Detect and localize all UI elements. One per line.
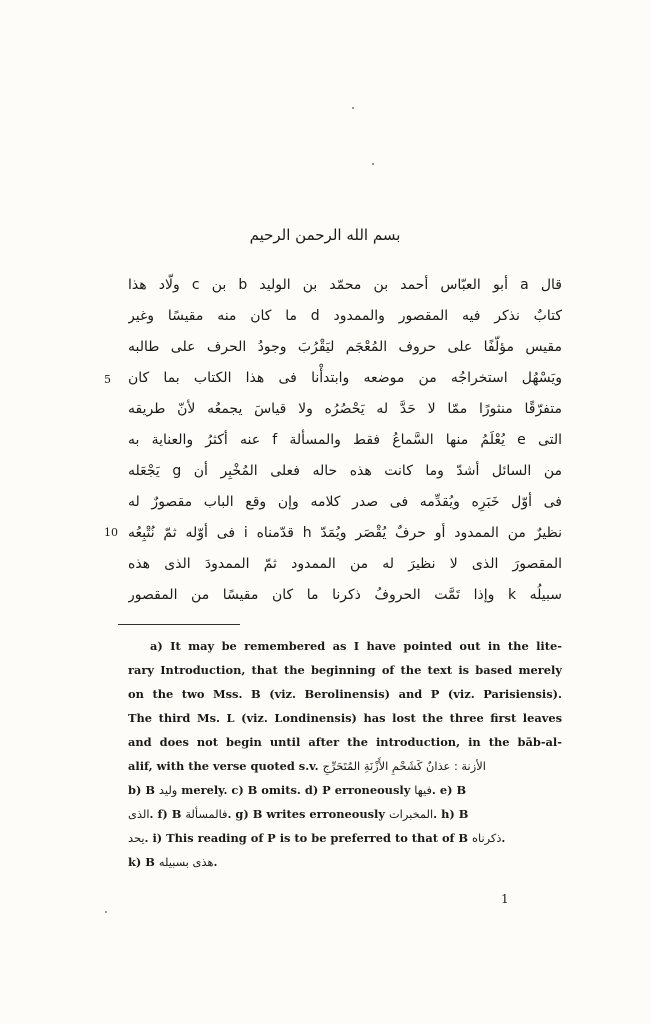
basmala-heading: بسم الله الرحمن الرحيم: [249, 226, 401, 244]
arabic-line: نظيرٌ من الممدود أو حرفٌ يُقْصَر ويُمَدّ h قدّمناه i فى أوّله ثمّ نُتْبِعُه: [128, 525, 562, 541]
footnote-text: . h) B: [433, 807, 469, 821]
footnote-rule: [118, 624, 240, 625]
footnote-text: .: [501, 831, 506, 845]
arabic-line: من السائل أشدّ وما كانت هذه حاله فعلى المُخْبِر أن g يَجْعَله: [128, 463, 562, 479]
footnote-text: alif, with the verse quoted s.v.: [128, 759, 323, 773]
specks-top: [372, 163, 374, 165]
footnote-line: [128, 826, 562, 850]
footnote-line: on the two Mss. B (viz. Berolinensis) and P (viz. Parisiensis).: [128, 687, 562, 701]
arabic-line: سبيلُه k وإذا تَمَّت الحروفُ ذكرنا ما كان مقيسًا من المقصور: [128, 587, 562, 603]
footnote-arabic: الأزنة : عذانٌ كَشَحْمِ الأَزْنَةِ المُتَحَرِّجِ: [322, 759, 486, 773]
footnote-line: a) It may be remembered as I have pointed out in the lite-: [150, 639, 562, 653]
arabic-line: ويَسْهُل استخراجُه من موضعه وابتدأْنا فى هذا الكتاب بما كان: [128, 370, 562, 386]
footnote-text: b) B: [128, 783, 159, 797]
specks-top: [352, 107, 354, 109]
footnote-arabic: الذى: [128, 807, 150, 821]
footnote-line: [128, 778, 562, 802]
footnote-text: . f) B: [149, 807, 186, 821]
footnote-text: merely. c) B omits. d) P erroneously: [177, 783, 415, 797]
specks-bottom: [105, 911, 107, 913]
footnote-arabic: ذكرناه: [472, 831, 502, 845]
footnote-line: The third Ms. L (viz. Londinensis) has lost the three first leaves: [128, 711, 562, 725]
footnote-text: . e) B: [431, 783, 467, 797]
line-number-10: 10: [104, 526, 118, 539]
arabic-line: متفرّقًا منثورًا ممّا لا حَدَّ له يَحْصُرُه ولا قياسَ يجمعُه لأنّ طريقه: [128, 401, 562, 417]
footnote-line: [128, 850, 562, 874]
footnote-text: .: [213, 855, 218, 869]
footnote-arabic: هذى بسبيله: [158, 855, 214, 869]
page-number: 1: [501, 892, 509, 906]
arabic-line: قال a أبو العبّاس أحمد بن محمّد بن الوليد b بن c ولّاد هذا: [128, 277, 562, 293]
arabic-line: مقيس مؤلّفًا على حروف المُعْجَم ليَقْرُبَ وجودُ الحرف على طالبه: [128, 339, 562, 355]
footnote-line: and does not begin until after the introduction, in the bāb-al-: [128, 735, 562, 749]
footnote-arabic: وليد: [158, 783, 178, 797]
arabic-line: كتابٌ نذكر فيه المقصور والممدود d ما كان منه مقيسًا وغير: [128, 308, 562, 324]
arabic-line: فى أوّل خَبَرِه ويُقدِّمه فى صدر كلامه وإن وقع الباب مقصورٌ له: [128, 494, 562, 510]
footnote-text: . g) B writes erroneously: [227, 807, 389, 821]
footnote-line: [128, 802, 562, 826]
arabic-line: المقصورَ الذى لا نظيرَ له من الممدود ثمّ الممدودَ الذى هذه: [128, 556, 562, 572]
footnote-arabic: فيها: [414, 783, 432, 797]
footnote-line: rary Introduction, that the beginning of the text is based merely: [128, 663, 562, 677]
arabic-text-block: [128, 270, 562, 611]
footnote-arabic: يحد: [128, 831, 145, 845]
footnote-arabic: المخبرات: [388, 807, 434, 821]
footnote-text: . i) This reading of P is to be preferred to that of B: [144, 831, 472, 845]
footnote-line: [128, 754, 562, 778]
footnote-arabic: فالمسألة: [185, 807, 228, 821]
arabic-line: التى e يُعْلَمُ منها السَّماعُ فقط والمسألة f عنه أكثرُ والعناية به: [128, 432, 562, 448]
footnotes: [128, 634, 562, 874]
line-number-5: 5: [104, 373, 111, 386]
footnote-text: k) B: [128, 855, 159, 869]
